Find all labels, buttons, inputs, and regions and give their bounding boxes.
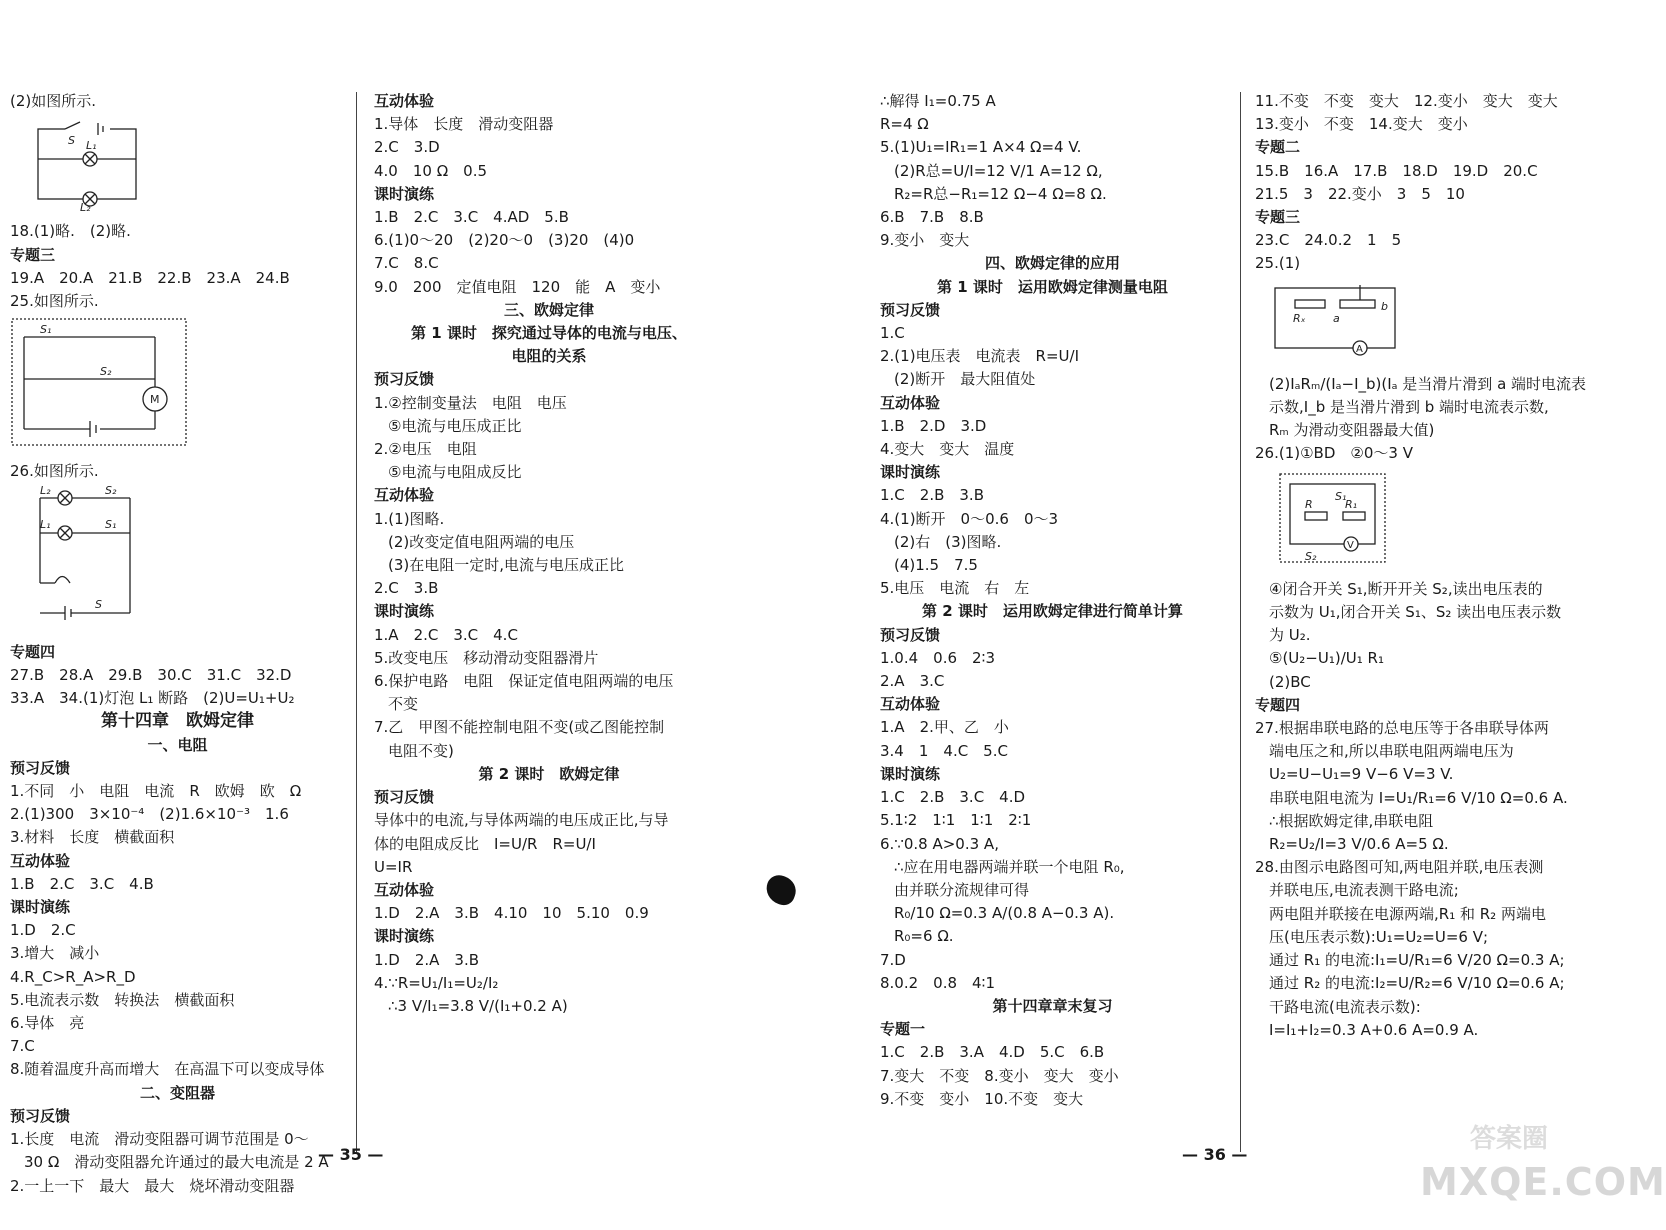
svg-text:L₂: L₂ [80,201,91,215]
answer-line: 8.随着温度升高而增大 在高温下可以变成导体 [10,1060,325,1079]
answer-line-continued: (2)IₐRₘ/(Iₐ−I_b)(Iₐ 是当滑片滑到 a 端时电流表 [1269,374,1587,393]
answer-line-continued: 并联电压,电流表测干路电流; [1269,881,1459,900]
section-heading: 课时演练 [374,184,435,203]
answer-line-continued: 电阻不变) [388,741,454,760]
answer-line-continued: ∴根据欧姆定律,串联电阻 [1269,811,1434,830]
section-heading: 预习反馈 [880,300,941,319]
answer-line: 6.∵0.8 A>0.3 A, [880,834,999,853]
answer-line: 8.0.2 0.8 4∶1 [880,973,996,992]
answer-line-continued: (2)改变定值电阻两端的电压 [388,532,575,551]
lesson-title: 电阻的关系 [511,347,587,366]
answer-line-continued: 通过 R₂ 的电流:I₂=U/R₂=6 V/10 Ω=0.6 A; [1269,974,1565,993]
answer-line-continued: 不变 [388,695,419,714]
section-heading: 互动体验 [374,486,435,505]
svg-text:R₁: R₁ [1345,497,1358,511]
section-heading: 预习反馈 [374,788,435,807]
answer-line-continued: (2)断开 最大阻值处 [894,370,1036,389]
watermark-logo: 答案圈 [1470,1124,1549,1154]
answer-line: 3.增大 减小 [10,944,100,963]
column-1 [10,90,345,1198]
answer-line: 15.B 16.A 17.B 18.D 19.D 20.C [1255,161,1538,180]
section-heading: 互动体验 [374,92,435,110]
answer-line: 4.R_C>R_A>R_D [10,967,136,986]
page-number-right: — 36 — [1182,1145,1248,1164]
answer-line: U=IR [374,857,413,876]
section-heading: 专题三 [10,245,56,264]
answer-line: ∴解得 I₁=0.75 A [880,92,996,110]
answer-line: 7.变大 不变 8.变小 变大 变小 [880,1066,1119,1085]
answer-line: 2.C 3.B [374,579,439,598]
answer-line: 26.(1)①BD ②0～3 V [1255,444,1413,463]
svg-text:S: S [68,134,75,148]
answer-line-continued: ⑤电流与电阻成反比 [388,463,522,482]
answer-line: 13.变小 不变 14.变大 变小 [1255,115,1468,134]
answer-line: 2.(1)300 3×10⁻⁴ (2)1.6×10⁻³ 1.6 [10,805,289,824]
lesson-title: 二、变阻器 [139,1083,215,1102]
circuit-diagram-d [1255,280,1405,360]
answer-line: 7.C 8.C [374,254,439,273]
section-heading: 课时演练 [374,602,435,621]
answer-line: 1.②控制变量法 电阻 电压 [374,393,567,412]
lesson-title: 第十四章章末复习 [992,996,1113,1015]
section-heading: 专题四 [10,642,56,661]
answer-line-continued: (2)R总=U/I=12 V/1 A=12 Ω, [894,161,1103,180]
svg-text:L₁: L₁ [86,139,97,153]
answer-line: 33.A 34.(1)灯泡 L₁ 断路 (2)U=U₁+U₂ [10,689,295,708]
answer-line-continued: 干路电流(电流表示数): [1269,997,1421,1016]
answer-line-continued: Rₘ 为滑动变阻器最大值) [1269,421,1435,440]
answer-line: 1.D 2.C [10,921,76,940]
svg-text:b: b [1381,299,1388,313]
answer-line-continued: 两电阻并联接在电源两端,R₁ 和 R₂ 两端电 [1269,904,1546,923]
answer-line-continued: R₀=6 Ω. [894,927,954,946]
answer-line-continued: (2)BC [1269,672,1311,691]
answer-line-continued: 串联电阻电流为 I=U₁/R₁=6 V/10 Ω=0.6 A. [1269,788,1568,807]
section-heading: 互动体验 [10,851,71,870]
answer-line: 9.不变 变小 10.不变 变大 [880,1089,1084,1108]
answer-line: 2.C 3.D [374,138,440,157]
svg-text:L₂: L₂ [40,483,51,497]
answer-line-continued: 压(电压表示数):U₁=U₂=U=6 V; [1269,927,1489,946]
answer-line: 11.不变 不变 变大 12.变小 变大 变大 [1255,92,1558,110]
answer-line: 2.A 3.C [880,672,945,691]
answer-line: 9.0 200 定值电阻 120 能 A 变小 [374,277,661,296]
answer-line: 18.(1)略. (2)略. [10,222,131,241]
answer-line: 3.材料 长度 横截面积 [10,828,175,847]
answer-line: 5.1∶2 1∶1 1∶1 2∶1 [880,811,1032,830]
section-heading: 预习反馈 [880,625,941,644]
answer-line-continued: ⑤(U₂−U₁)/U₁ R₁ [1269,649,1384,668]
answer-line: 体的电阻成反比 I=U/R R=U/I [374,834,596,853]
section-heading: 预习反馈 [10,758,71,777]
answer-line: 21.5 3 22.变小 3 5 10 [1255,184,1465,203]
lesson-title: 第 2 课时 欧姆定律 [478,764,620,783]
answer-line: 26.如图所示. [10,462,99,481]
section-heading: 互动体验 [374,880,435,899]
answer-line: 7.C [10,1037,35,1056]
section-heading: 预习反馈 [10,1106,71,1125]
answer-line-continued: ⑤电流与电压成正比 [388,416,522,435]
svg-text:S₁: S₁ [1335,489,1347,503]
answer-line-continued: 示数为 U₁,闭合开关 S₁、S₂ 读出电压表示数 [1269,603,1562,622]
answer-line-continued: ∴应在用电器两端并联一个电阻 R₀, [894,857,1125,876]
answer-line: 25.(1) [1255,254,1301,273]
answer-line-continued: R₂=U₂/I=3 V/0.6 A=5 Ω. [1269,835,1449,854]
page-number-left: — 35 — [318,1145,384,1164]
answer-line: 5.电压 电流 右 左 [880,579,1030,598]
answer-line: 4.∵R=U₁/I₁=U₂/I₂ [374,973,499,992]
answer-line: 2.一上一下 最大 最大 烧坏滑动变阻器 [10,1176,295,1195]
answer-line: 6.(1)0～20 (2)20～0 (3)20 (4)0 [374,231,635,250]
lesson-title: 第 1 课时 探究通过导体的电流与电压、 [411,324,687,343]
ink-blot [762,872,800,909]
lesson-title: 第 1 课时 运用欧姆定律测量电阻 [937,277,1168,296]
answer-line: 1.D 2.A 3.B 4.10 10 5.10 0.9 [374,904,649,923]
lesson-title: 一、电阻 [147,735,208,754]
answer-line: 1.(1)图略. [374,509,445,528]
answer-line: 1.A 2.甲、乙 小 [880,718,1009,737]
answer-line-continued: 由并联分流规律可得 [894,880,1030,899]
answer-line: 7.D [880,950,906,969]
answer-line: 28.由图示电路图可知,两电阻并联,电压表测 [1255,858,1544,877]
answer-line: 7.乙 甲图不能控制电阻不变(或乙图能控制 [374,718,665,737]
section-heading: 专题二 [1255,138,1301,157]
answer-line-continued: 为 U₂. [1269,626,1311,645]
answer-line: 1.长度 电流 滑动变阻器可调节范围是 0～ [10,1130,309,1149]
column-divider-right [1240,92,1241,1152]
answer-line: 导体中的电流,与导体两端的电压成正比,与导 [374,811,669,830]
answer-line: 1.A 2.C 3.C 4.C [374,625,518,644]
answer-line: 1.B 2.C 3.C 4.AD 5.B [374,208,569,227]
answer-line: R=4 Ω [880,115,929,134]
svg-text:S₂: S₂ [100,365,112,379]
answer-line: 27.根据串联电路的总电压等于各串联导体两 [1255,719,1549,738]
answer-line: 27.B 28.A 29.B 30.C 31.C 32.D [10,666,292,685]
lesson-title: 第 2 课时 运用欧姆定律进行简单计算 [922,602,1183,621]
answer-line: 3.4 1 4.C 5.C [880,741,1008,760]
answer-line: 4.0 10 Ω 0.5 [374,161,488,180]
section-heading: 专题四 [1255,695,1301,714]
answer-line: 5.(1)U₁=IR₁=1 A×4 Ω=4 V. [880,138,1082,157]
section-heading: 课时演练 [10,898,71,917]
answer-line: 5.电流表示数 转换法 横截面积 [10,990,235,1009]
lesson-title: 三、欧姆定律 [503,300,594,319]
circuit-diagram-c [10,483,160,628]
answer-line: 1.D 2.A 3.B [374,950,480,969]
answer-line: 1.B 2.C 3.C 4.B [10,874,154,893]
answer-line: 1.C [880,324,905,343]
answer-line: 1.0.4 0.6 2∶3 [880,648,996,667]
column-3 [880,90,1225,1111]
column-4 [1255,90,1595,1042]
answer-line: 1.C 2.B 3.A 4.D 5.C 6.B [880,1043,1105,1062]
svg-text:S₂: S₂ [1305,549,1317,563]
circuit-diagram-e [1255,470,1405,565]
svg-text:S: S [95,597,102,611]
answer-line: 6.保护电路 电阻 保证定值电阻两端的电压 [374,672,674,691]
section-heading: 互动体验 [880,695,941,714]
answer-line-continued: 示数,I_b 是当滑片滑到 b 端时电流表示数, [1269,398,1549,417]
answer-line: 2.②电压 电阻 [374,440,477,459]
answer-line: 4.变大 变大 温度 [880,440,1015,459]
answer-line-continued: 端电压之和,所以串联电阻两端电压为 [1269,742,1514,761]
answer-line-continued: ∴3 V/I₁=3.8 V/(I₁+0.2 A) [388,996,568,1015]
section-heading: 专题三 [1255,208,1301,227]
answer-line-continued: R₂=R总−R₁=12 Ω−4 Ω=8 Ω. [894,184,1107,203]
section-heading: 专题一 [880,1020,926,1039]
answer-line: 19.A 20.A 21.B 22.B 23.A 24.B [10,268,290,287]
svg-text:A: A [1356,343,1363,355]
answer-line: 23.C 24.0.2 1 5 [1255,231,1402,250]
answer-line: 1.C 2.B 3.B [880,486,984,505]
svg-text:S₁: S₁ [40,323,52,337]
svg-text:S₁: S₁ [105,517,117,531]
section-heading: 课时演练 [374,927,435,946]
answer-line-continued: (3)在电阻一定时,电流与电压成正比 [388,556,625,575]
svg-text:R: R [1305,497,1313,511]
answer-line: 4.(1)断开 0～0.6 0～3 [880,509,1059,528]
svg-text:Rₓ: Rₓ [1293,311,1306,325]
section-heading: 预习反馈 [374,370,435,389]
answer-line-continued: ④闭合开关 S₁,断开开关 S₂,读出电压表的 [1269,579,1543,598]
svg-text:a: a [1333,311,1340,325]
circuit-diagram-a [10,117,150,215]
answer-line: 6.导体 亮 [10,1014,85,1033]
answer-line: 2.(1)电压表 电流表 R=U/I [880,347,1080,366]
answer-line: 1.不同 小 电阻 电流 R 欧姆 欧 Ω [10,782,302,801]
answer-line: 1.导体 长度 滑动变阻器 [374,115,554,134]
column-2 [374,90,724,1018]
answer-line-continued: (4)1.5 7.5 [894,556,978,575]
section-heading: 互动体验 [880,393,941,412]
answer-line: 25.如图所示. [10,292,99,311]
answer-line: 6.B 7.B 8.B [880,208,984,227]
answer-line-continued: R₀/10 Ω=0.3 A/(0.8 A−0.3 A). [894,904,1115,923]
answer-line: (2)如图所示. [10,92,97,110]
answer-line-continued: 通过 R₁ 的电流:I₁=U/R₁=6 V/20 Ω=0.3 A; [1269,951,1565,970]
lesson-title: 四、欧姆定律的应用 [984,254,1120,273]
column-divider-left [356,92,357,1152]
circuit-diagram-b [10,317,190,447]
section-heading: 课时演练 [880,463,941,482]
svg-text:M: M [150,393,160,407]
svg-text:S₂: S₂ [105,483,117,497]
svg-text:L₁: L₁ [40,517,51,531]
answer-line-continued: U₂=U−U₁=9 V−6 V=3 V. [1269,765,1454,784]
answer-line-continued: (2)右 (3)图略. [894,532,1002,551]
answer-line: 9.变小 变大 [880,231,970,250]
answer-line: 1.C 2.B 3.C 4.D [880,788,1026,807]
answer-line-continued: 30 Ω 滑动变阻器允许通过的最大电流是 2 A [24,1153,329,1172]
svg-text:V: V [1347,539,1354,551]
watermark: MXQE.COM [1420,1160,1666,1204]
chapter-title: 第十四章 欧姆定律 [101,711,254,732]
section-heading: 课时演练 [880,764,941,783]
answer-line-continued: I=I₁+I₂=0.3 A+0.6 A=0.9 A. [1269,1020,1479,1039]
answer-line: 1.B 2.D 3.D [880,416,987,435]
answer-line: 5.改变电压 移动滑动变阻器滑片 [374,648,599,667]
